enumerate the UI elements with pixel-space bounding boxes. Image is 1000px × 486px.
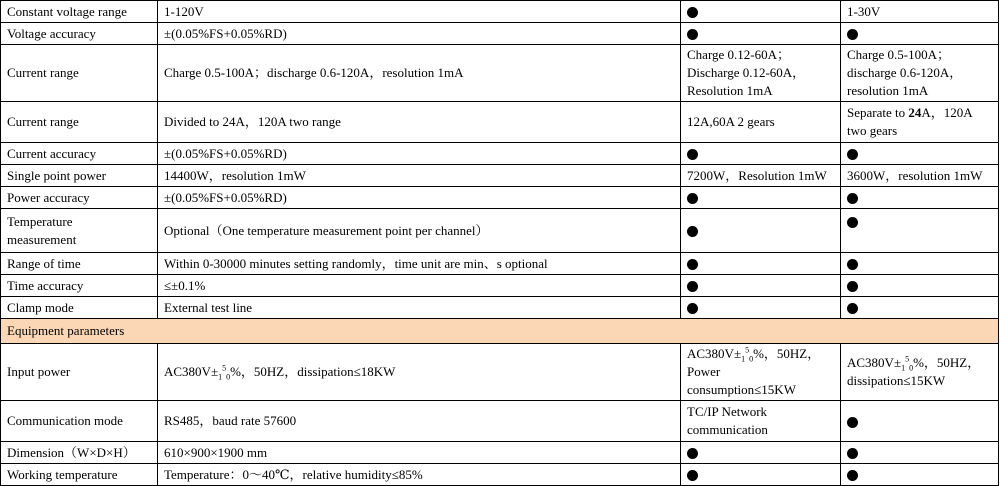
superscript: 5 — [905, 354, 910, 364]
filled-circle-icon — [687, 259, 698, 270]
text-segment: AC380V± — [687, 346, 742, 361]
param-value: ±(0.05%FS+0.05%RD) — [158, 23, 681, 45]
param-label: Current range — [1, 102, 158, 143]
param-label: Single point power — [1, 165, 158, 187]
table-row — [1, 187, 999, 209]
model-a-cell — [681, 45, 841, 102]
param-label: Working temperature — [1, 464, 158, 486]
model-a-cell — [681, 344, 841, 401]
model-b-cell — [841, 23, 999, 45]
cell-line: TC/IP Network — [687, 404, 768, 419]
param-value: Optional（One temperature measurement point per channel） — [158, 209, 681, 253]
text-segment: A，120A — [921, 105, 973, 120]
table-row — [1, 165, 999, 187]
cell-line: Charge 0.5-100A； — [847, 47, 951, 62]
text-segment: %，50HZ， — [913, 355, 981, 370]
cell-line: two gears — [847, 123, 898, 138]
param-value: External test line — [158, 297, 681, 319]
cell-line: dissipation≤15KW — [847, 373, 946, 388]
table-row — [1, 464, 999, 486]
cell-line: Discharge 0.12-60A， — [687, 65, 806, 80]
model-b-cell — [841, 401, 999, 442]
subscript: 1 — [218, 372, 223, 382]
param-label: Constant voltage range — [1, 1, 158, 23]
text-segment: %，50HZ，dissipation≤18KW — [230, 364, 396, 379]
model-a-cell: 7200W，Resolution 1mW — [681, 165, 841, 187]
table-row — [1, 1, 999, 23]
filled-circle-icon — [687, 149, 698, 160]
cell-line: Charge 0.12-60A； — [687, 47, 791, 62]
filled-circle-icon — [847, 470, 858, 481]
section-header-row — [1, 319, 999, 344]
table-row — [1, 297, 999, 319]
cell-line — [687, 345, 834, 363]
model-b-cell: 1-30V — [841, 1, 999, 23]
cell-line: consumption≤15KW — [687, 382, 796, 397]
model-b-cell — [841, 275, 999, 297]
model-b-cell — [841, 464, 999, 486]
cell-line — [847, 354, 992, 372]
param-value: ±(0.05%FS+0.05%RD) — [158, 187, 681, 209]
model-b-cell — [841, 143, 999, 165]
text-segment: %，50HZ， — [753, 346, 821, 361]
param-value: RS485，baud rate 57600 — [158, 401, 681, 442]
param-label: Clamp mode — [1, 297, 158, 319]
model-a-cell — [681, 1, 841, 23]
param-label: Current range — [1, 45, 158, 102]
param-label: Current accuracy — [1, 143, 158, 165]
filled-circle-icon — [687, 281, 698, 292]
filled-circle-icon — [687, 226, 698, 237]
param-label: Voltage accuracy — [1, 23, 158, 45]
text-segment: AC380V± — [164, 364, 219, 379]
cell-line: communication — [687, 422, 768, 437]
table-row — [1, 23, 999, 45]
model-a-cell — [681, 442, 841, 464]
filled-circle-icon — [847, 29, 858, 40]
cell-line: measurement — [7, 231, 77, 247]
model-a-cell — [681, 297, 841, 319]
table-row — [1, 275, 999, 297]
filled-circle-icon — [687, 193, 698, 204]
param-label: Communication mode — [1, 401, 158, 442]
param-value: Within 0-30000 minutes setting randomly，time unit are min、s optional — [158, 253, 681, 275]
model-a-cell — [681, 187, 841, 209]
param-value: Charge 0.5-100A；discharge 0.6-120A，resolution 1mA — [158, 45, 681, 102]
model-b-cell — [841, 344, 999, 401]
cell-line — [847, 104, 992, 122]
cell-line: resolution 1mA — [847, 83, 929, 98]
model-a-cell — [681, 275, 841, 297]
subscript: 1 — [901, 363, 906, 373]
param-label: Range of time — [1, 253, 158, 275]
model-b-cell — [841, 253, 999, 275]
subscript: 0 — [909, 363, 914, 373]
superscript: 5 — [222, 363, 227, 373]
model-a-cell: 12A,60A 2 gears — [681, 102, 841, 143]
cell-line: Power — [687, 364, 721, 379]
filled-circle-icon — [687, 448, 698, 459]
model-b-cell — [841, 297, 999, 319]
param-value: Divided to 24A，120A two range — [158, 102, 681, 143]
model-b-cell: 3600W，resolution 1mW — [841, 165, 999, 187]
filled-circle-icon — [847, 217, 858, 228]
param-value — [158, 344, 681, 401]
param-value: 1-120V — [158, 1, 681, 23]
model-a-cell — [681, 464, 841, 486]
param-value: Temperature：0～40℃，relative humidity≤85% — [158, 464, 681, 486]
table-row — [1, 401, 999, 442]
param-value: 610×900×1900 mm — [158, 442, 681, 464]
text-segment: Separate to — [847, 105, 909, 120]
cell-line: discharge 0.6-120A， — [847, 65, 963, 80]
superscript: 5 — [745, 345, 750, 355]
section-title: Equipment parameters — [1, 319, 999, 344]
table-row — [1, 102, 999, 143]
table-row — [1, 253, 999, 275]
filled-circle-icon — [847, 193, 858, 204]
param-label — [1, 209, 158, 253]
param-value: ≤±0.1% — [158, 275, 681, 297]
bold-text: 24 — [908, 105, 922, 120]
subscript: 1 — [741, 354, 746, 364]
model-b-cell — [841, 209, 999, 253]
model-b-cell — [841, 45, 999, 102]
param-label: Time accuracy — [1, 275, 158, 297]
table-row — [1, 344, 999, 401]
filled-circle-icon — [847, 259, 858, 270]
model-b-cell — [841, 442, 999, 464]
table-row — [1, 143, 999, 165]
cell-line: Resolution 1mA — [687, 83, 773, 98]
model-b-cell — [841, 187, 999, 209]
model-a-cell — [681, 23, 841, 45]
table-row — [1, 442, 999, 464]
subscript: 0 — [749, 354, 754, 364]
filled-circle-icon — [687, 303, 698, 314]
table-row — [1, 45, 999, 102]
filled-circle-icon — [847, 448, 858, 459]
filled-circle-icon — [847, 417, 858, 428]
param-label: Dimension（W×D×H） — [1, 442, 158, 464]
filled-circle-icon — [847, 149, 858, 160]
param-label: Input power — [1, 344, 158, 401]
param-value: ±(0.05%FS+0.05%RD) — [158, 143, 681, 165]
cell-line: Temperature — [7, 213, 73, 229]
filled-circle-icon — [687, 29, 698, 40]
model-a-cell — [681, 401, 841, 442]
subscript: 0 — [226, 372, 231, 382]
text-segment: AC380V± — [847, 355, 902, 370]
table-row — [1, 209, 999, 253]
param-label: Power accuracy — [1, 187, 158, 209]
param-value: 14400W，resolution 1mW — [158, 165, 681, 187]
model-a-cell — [681, 143, 841, 165]
model-b-cell — [841, 102, 999, 143]
filled-circle-icon — [847, 281, 858, 292]
filled-circle-icon — [687, 470, 698, 481]
filled-circle-icon — [847, 303, 858, 314]
filled-circle-icon — [687, 7, 698, 18]
model-a-cell — [681, 209, 841, 253]
model-a-cell — [681, 253, 841, 275]
